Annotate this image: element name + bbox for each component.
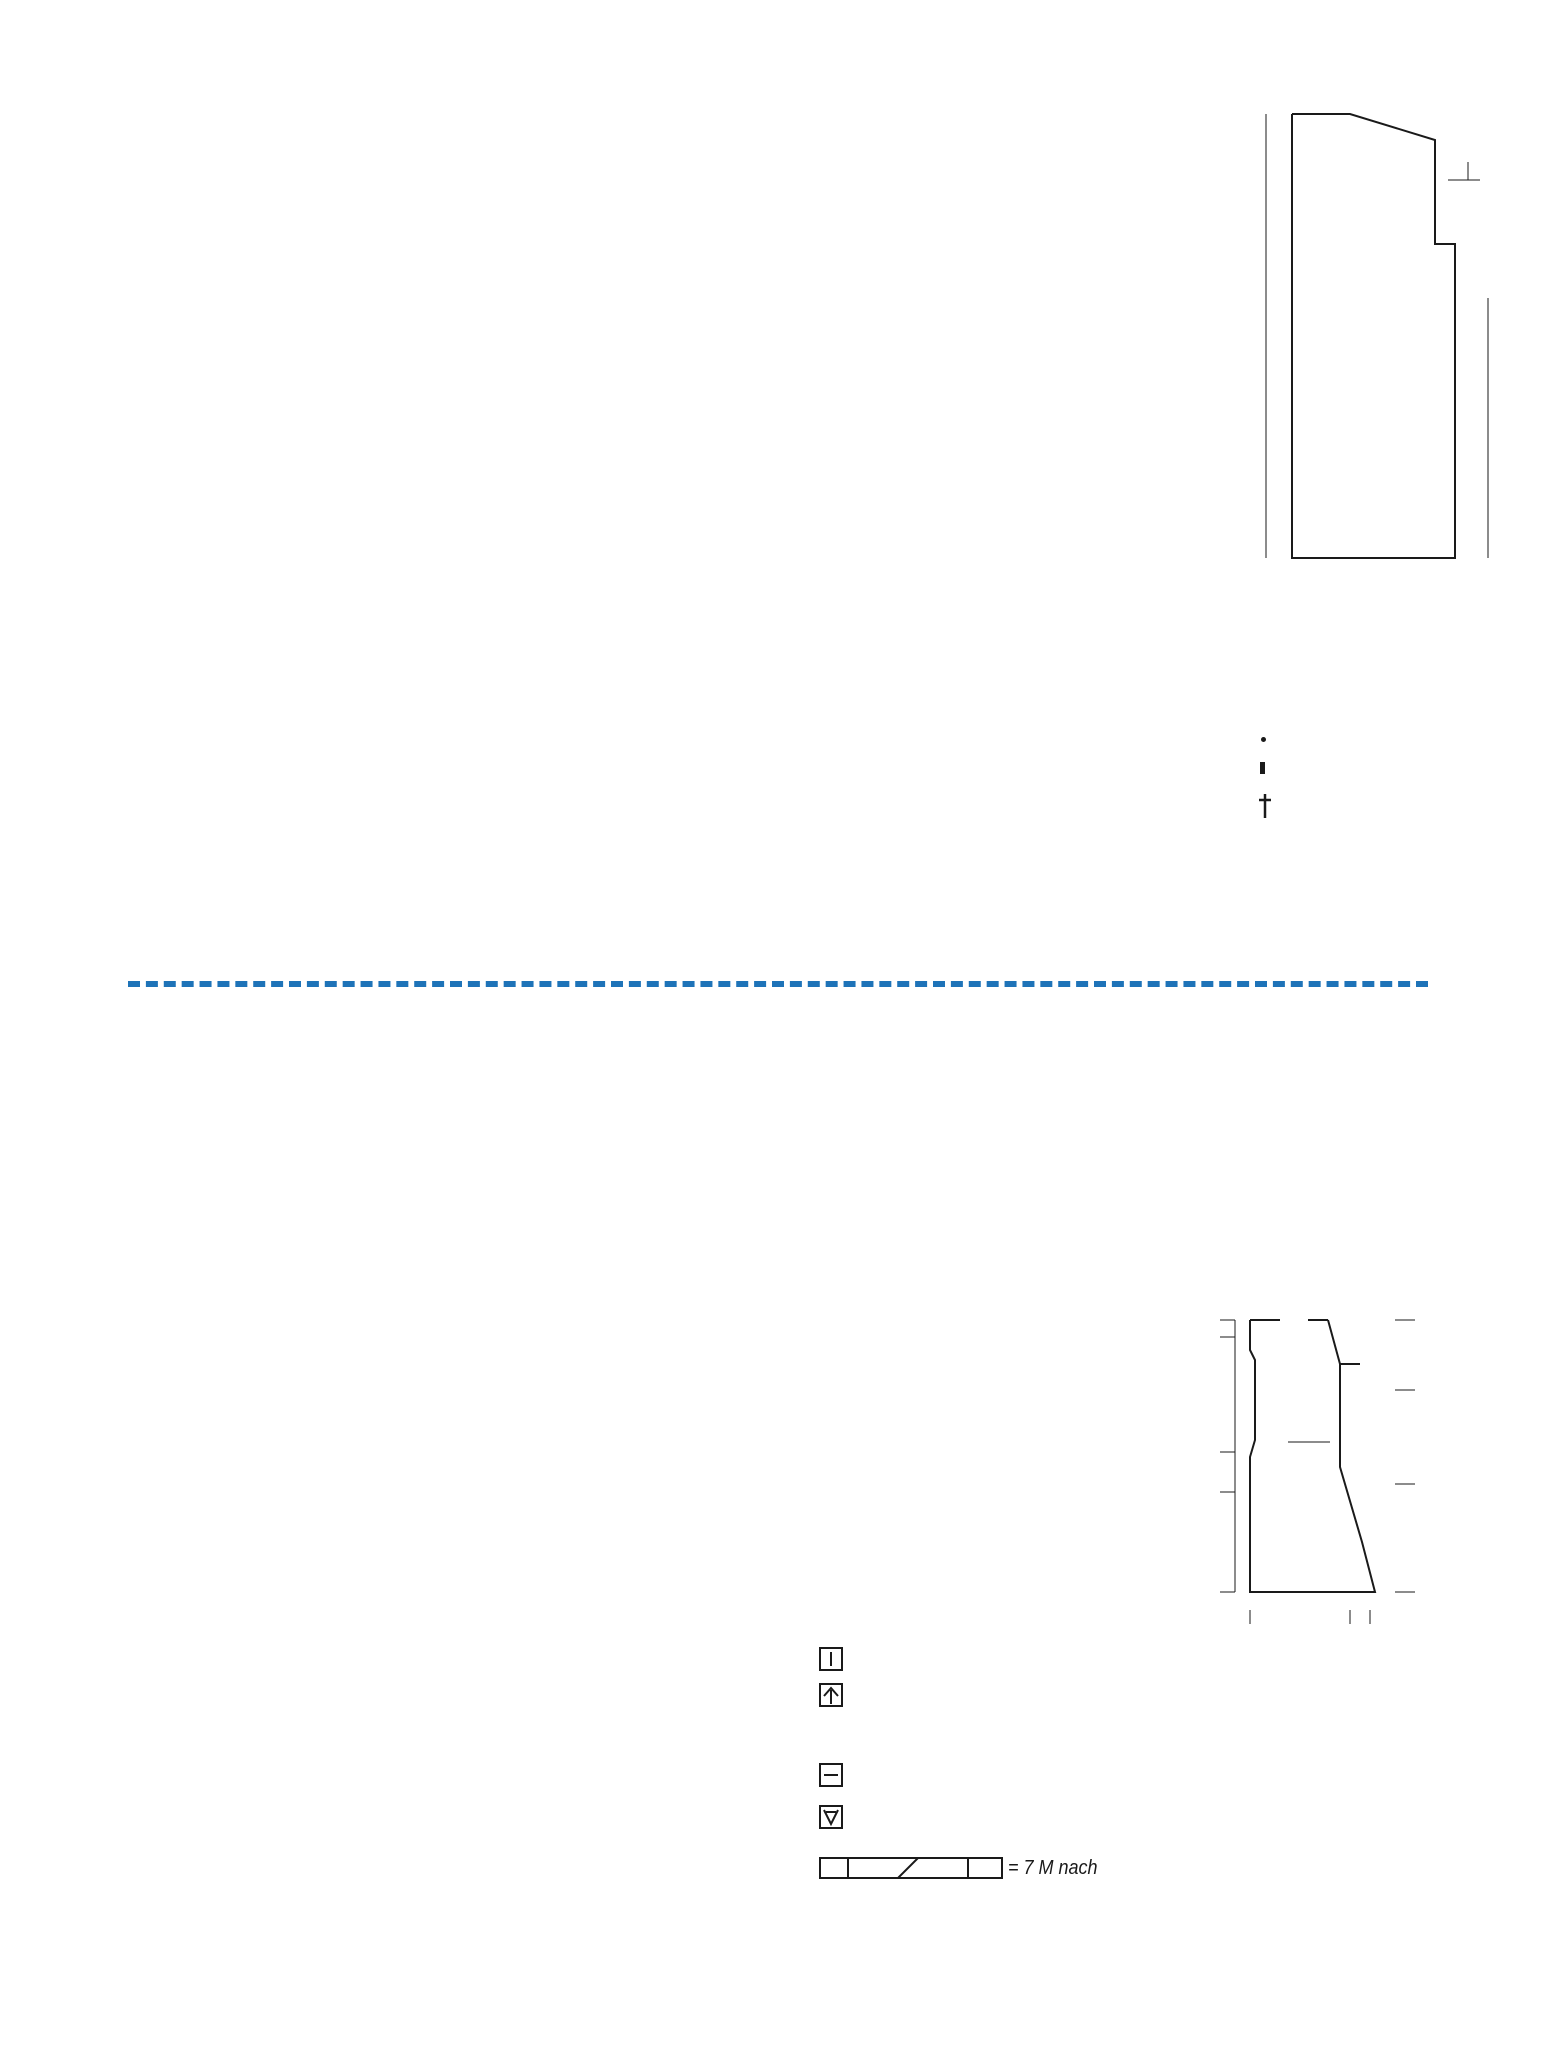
- section-divider: [128, 981, 1428, 987]
- m5-schnitt-outline: [1250, 1320, 1375, 1592]
- lftm-symbol-icon: [1261, 737, 1266, 742]
- legend-m5-cable-line1: = 7 M nach: [1008, 1857, 1098, 1879]
- fe-m-symbol-icon: [1260, 762, 1265, 774]
- cable-symbol-icon: [818, 1856, 1008, 1882]
- strickschrift2-grid: [1170, 1850, 1510, 1990]
- modell4-heading: [128, 60, 134, 105]
- strickschrift1-grid: [1170, 1710, 1470, 1780]
- modell5-schnitt-diagram: [1180, 1262, 1440, 1632]
- modell4-schnitt-diagram: [1210, 62, 1510, 632]
- modell5-legend-symbols: [818, 1646, 1018, 1866]
- modell4-legend-symbols: [1258, 726, 1288, 826]
- modell4-column-1: [128, 172, 440, 197]
- schnitt-outline: [1292, 114, 1455, 558]
- haekelschrift-chart: [810, 420, 1230, 980]
- m5-piece-label: [1270, 1416, 1346, 1428]
- stb-symbol-icon: [1258, 792, 1272, 820]
